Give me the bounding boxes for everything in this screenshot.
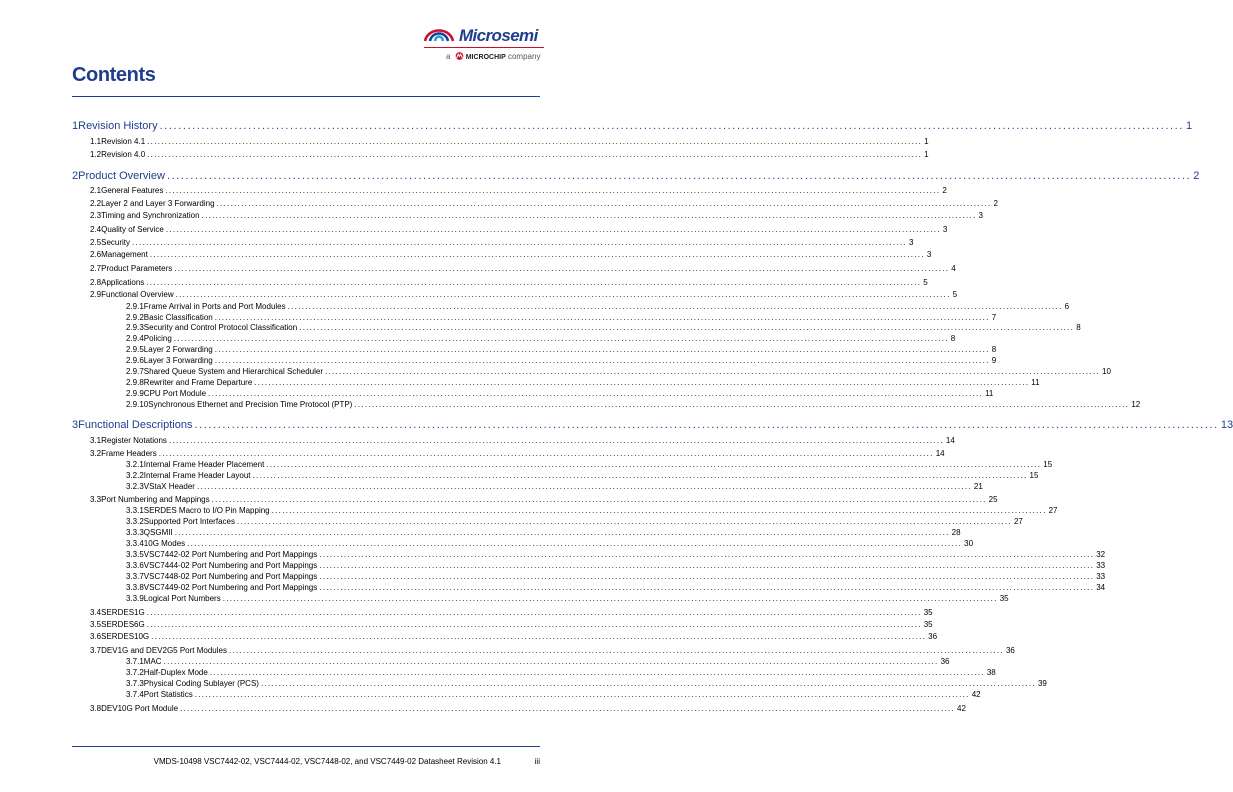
toc-entry-title[interactable]: Rewriter and Frame Departure: [143, 378, 253, 387]
toc-entry-title[interactable]: CPU Port Module: [143, 389, 207, 398]
toc-entry-page[interactable]: 13: [1220, 419, 1233, 431]
toc-entry-page[interactable]: 36: [1005, 646, 1015, 655]
toc-entry-page[interactable]: 2: [1193, 170, 1200, 182]
toc-entry-number: 2.2: [90, 199, 102, 208]
toc-entry-title[interactable]: Half-Duplex Mode: [143, 668, 208, 677]
toc-entry-number: 3.2.2: [126, 471, 144, 480]
toc-entry-number: 3.3.3: [126, 528, 144, 537]
toc-entry-title[interactable]: SERDES1G: [101, 608, 145, 617]
toc-entry-title[interactable]: Product Overview: [78, 170, 165, 182]
toc-entry-page[interactable]: 1: [1185, 120, 1193, 132]
toc-entry[interactable]: [90, 137, 929, 146]
toc-entry-title[interactable]: VSC7448-02 Port Numbering and Port Mappings: [143, 572, 318, 581]
toc-entry-number: 2.6: [90, 250, 102, 259]
toc-entry[interactable]: [126, 561, 1106, 570]
toc-entry-title[interactable]: Register Notations: [101, 436, 167, 445]
toc-entry-page[interactable]: 25: [988, 495, 998, 504]
toc-entry-number: 2.9: [90, 290, 102, 299]
toc-entry-page[interactable]: 12: [1131, 400, 1141, 409]
toc-entry[interactable]: [90, 449, 945, 458]
toc-entry[interactable]: [90, 199, 998, 208]
microsemi-logo: [420, 22, 544, 66]
toc-entry[interactable]: [90, 225, 948, 234]
toc-entry-title[interactable]: Physical Coding Sublayer (PCS): [143, 679, 259, 688]
toc-dot-leader: ............................................................................................................................................................................................................................: [252, 471, 1028, 480]
toc-entry-title[interactable]: Revision History: [78, 120, 158, 132]
toc-entry-page[interactable]: 10: [1102, 367, 1111, 376]
toc-dot-leader: ............................................................................................................................................................................................................................: [146, 608, 922, 617]
toc-dot-leader: ............................................................................................................................................................................................................................: [319, 583, 1095, 592]
toc-entry-number: 1.1: [90, 137, 102, 146]
toc-entry[interactable]: [126, 313, 997, 322]
toc-entry-number: 2.9.2: [126, 313, 144, 322]
toc-entry-page[interactable]: 8: [1076, 323, 1081, 332]
toc-entry[interactable]: [72, 120, 1193, 132]
toc-entry-title[interactable]: Shared Queue System and Hierarchical Scheduler: [143, 367, 324, 376]
toc-entry-number: 2.1: [90, 186, 102, 195]
toc-entry-page[interactable]: 21: [973, 482, 983, 491]
toc-entry[interactable]: [90, 290, 958, 299]
toc-entry-page[interactable]: 5: [952, 290, 958, 299]
toc-dot-leader: ............................................................................................................................................................................................................................: [165, 225, 941, 234]
toc-dot-leader: ............................................................................................................................................................................................................................: [236, 517, 1012, 526]
toc-entry-number: 2.9.3: [126, 323, 144, 332]
toc-entry-page[interactable]: 7: [991, 313, 997, 322]
toc-entry-number: 3.7.1: [126, 657, 144, 666]
toc-entry-title[interactable]: Internal Frame Header Placement: [143, 460, 265, 469]
toc-entry-page[interactable]: 33: [1096, 572, 1106, 581]
toc-dot-leader: ............................................................................................................................................................................................................................: [222, 594, 998, 603]
toc-dot-leader: ............................................................................................................................................................................................................................: [180, 704, 956, 713]
toc-entry-title[interactable]: Internal Frame Header Layout: [143, 471, 251, 480]
toc-dot-leader: ............................................................................................................................................................................................................................: [196, 482, 972, 491]
toc-entry[interactable]: [126, 367, 1111, 376]
toc-dot-leader: ............................................................................................................................................................................................................................: [174, 264, 950, 273]
toc-entry-title[interactable]: Security and Control Protocol Classification: [143, 323, 298, 332]
toc-entry-title[interactable]: QSGMII: [143, 528, 173, 537]
toc-dot-leader: ............................................................................................................................................................................................................................: [174, 528, 950, 537]
toc-entry[interactable]: [90, 608, 933, 617]
toc-entry[interactable]: [126, 539, 974, 548]
toc-dot-leader: ............................................................................................................................................................................................................................: [175, 290, 951, 299]
toc-entry-page[interactable]: 39: [1037, 679, 1047, 688]
toc-entry[interactable]: [126, 400, 1141, 409]
toc-entry-page[interactable]: 34: [1096, 583, 1106, 592]
toc-entry-page[interactable]: 11: [985, 389, 994, 398]
toc-entry[interactable]: [90, 436, 955, 445]
footer-doc-title: VMDS-10498 VSC7442-02, VSC7444-02, VSC7448-02, and VSC7449-02 Datasheet Revision 4.1: [153, 757, 501, 766]
toc-entry-title[interactable]: Applications: [101, 278, 145, 287]
toc-entry[interactable]: [72, 419, 1233, 431]
toc-entry-number: 3.3.8: [126, 583, 144, 592]
toc-entry[interactable]: [126, 594, 1009, 603]
toc-dot-leader: ............................................................................................................................................................................................................................: [266, 460, 1042, 469]
toc-dot-leader: ............................................................................................................................................................................................................................: [260, 679, 1036, 688]
logo-wordmark: Microsemi: [459, 26, 538, 45]
toc-entry-number: 3.7.3: [126, 679, 144, 688]
logo-tagline: [446, 52, 540, 61]
toc-dot-leader: ............................................................................................................................................................................................................................: [299, 323, 1075, 332]
footer-divider: [72, 746, 540, 747]
toc-entry-page[interactable]: 6: [1064, 302, 1070, 311]
toc-entry-title[interactable]: Revision 4.0: [101, 150, 146, 159]
toc-entry[interactable]: [126, 460, 1053, 469]
toc-entry-number: 2.9.5: [126, 345, 144, 354]
toc-dot-leader: ............................................................................................................................................................................................................................: [211, 495, 987, 504]
toc-dot-leader: ............................................................................................................................................................................................................................: [168, 436, 944, 445]
toc-entry[interactable]: [126, 356, 997, 365]
toc-entry[interactable]: [90, 186, 947, 195]
toc-dot-leader: ............................................................................................................................................................................................................................: [149, 250, 925, 259]
toc-entry-title[interactable]: VSC7444-02 Port Numbering and Port Mappings: [143, 561, 318, 570]
toc-entry-title[interactable]: Functional Descriptions: [78, 419, 193, 431]
toc-dot-leader: ............................................................................................................................................................................................................................: [146, 620, 922, 629]
toc-entry-page[interactable]: 35: [999, 594, 1009, 603]
toc-entry-page[interactable]: 2: [993, 199, 998, 208]
toc-entry-title[interactable]: Frame Arrival in Ports and Port Modules: [143, 302, 286, 311]
toc-entry-number: 2.7: [90, 264, 102, 273]
toc-entry-title[interactable]: Functional Overview: [101, 290, 174, 299]
toc-entry[interactable]: [126, 690, 981, 699]
toc-dot-leader: ............................................................................................................................................................................................................................: [214, 313, 990, 322]
toc-dot-leader: ............................................................................................................................................................................................................................: [319, 572, 1095, 581]
toc-entry-title[interactable]: Supported Port Interfaces: [143, 517, 235, 526]
toc-entry-page[interactable]: 3: [942, 225, 948, 234]
toc-entry[interactable]: [126, 657, 950, 666]
toc-entry-title[interactable]: DEV10G Port Module: [101, 704, 179, 713]
toc-entry-title[interactable]: Product Parameters: [101, 264, 173, 273]
toc-entry-page[interactable]: 27: [1048, 506, 1058, 515]
toc-entry-title[interactable]: General Features: [101, 186, 164, 195]
toc-dot-leader: ............................................................................................................................................................................................................................: [228, 646, 1004, 655]
toc-entry-title[interactable]: Port Statistics: [143, 690, 193, 699]
toc-dot-leader: ............................................................................................................................................................................................................................: [208, 389, 984, 398]
toc-entry-number: 3.3.2: [126, 517, 144, 526]
toc-entry-title[interactable]: Timing and Synchronization: [101, 211, 200, 220]
toc-entry[interactable]: [126, 471, 1039, 480]
toc-entry-page[interactable]: 36: [928, 632, 938, 641]
toc-entry-title[interactable]: Management: [101, 250, 148, 259]
toc-entry-number: 3.3.9: [126, 594, 144, 603]
toc-entry-number: 3.3.7: [126, 572, 144, 581]
toc-dot-leader: ............................................................................................................................................................................................................................: [146, 278, 922, 287]
toc-entry-number: 3.5: [90, 620, 102, 629]
toc-entry-title[interactable]: SERDES6G: [101, 620, 145, 629]
toc-dot-leader: ............................................................................................................................................................................................................................: [194, 419, 1219, 431]
toc-entry-title[interactable]: VSC7449-02 Port Numbering and Port Mappings: [143, 583, 318, 592]
toc-entry-page[interactable]: 15: [1043, 460, 1053, 469]
toc-entry-page[interactable]: 1: [924, 150, 929, 159]
toc-entry-page[interactable]: 15: [1029, 471, 1039, 480]
toc-entry-page[interactable]: 30: [964, 539, 974, 548]
logo-divider: [424, 47, 544, 48]
toc-entry-number: 3.3.6: [126, 561, 144, 570]
toc-dot-leader: ............................................................................................................................................................................................................................: [214, 345, 990, 354]
toc-entry-number: 3.2.3: [126, 482, 144, 491]
toc-entry[interactable]: [126, 302, 1070, 311]
toc-entry-title[interactable]: Logical Port Numbers: [143, 594, 221, 603]
toc-dot-leader: ............................................................................................................................................................................................................................: [147, 150, 923, 159]
toc-dot-leader: ............................................................................................................................................................................................................................: [158, 449, 934, 458]
page-title: Contents: [72, 64, 156, 86]
toc-entry-page[interactable]: 36: [940, 657, 950, 666]
toc-entry[interactable]: [90, 264, 956, 273]
toc-dot-leader: ............................................................................................................................................................................................................................: [325, 367, 1100, 376]
toc-entry-page[interactable]: 27: [1013, 517, 1023, 526]
toc-dot-leader: ............................................................................................................................................................................................................................: [187, 539, 963, 548]
toc-entry-title[interactable]: VSC7442-02 Port Numbering and Port Mappings: [143, 550, 318, 559]
toc-entry-title[interactable]: Quality of Service: [101, 225, 164, 234]
toc-entry-page[interactable]: 2: [942, 186, 947, 195]
toc-entry-page[interactable]: 8: [950, 334, 956, 343]
toc-entry-number: 3.6: [90, 632, 102, 641]
toc-entry-number: 3.7.2: [126, 668, 144, 677]
toc-entry-number: 3.2: [90, 449, 102, 458]
toc-entry[interactable]: [126, 583, 1106, 592]
toc-entry[interactable]: [126, 528, 961, 537]
toc-dot-leader: ............................................................................................................................................................................................................................: [194, 690, 970, 699]
toc-entry-title[interactable]: Security: [101, 238, 131, 247]
toc-entry[interactable]: [126, 506, 1058, 515]
toc-entry[interactable]: [126, 668, 996, 677]
toc-entry-title[interactable]: Policing: [143, 334, 172, 343]
toc-entry-number: 2.9.6: [126, 356, 144, 365]
toc-entry-page[interactable]: 5: [923, 278, 928, 287]
microchip-logo-icon: [455, 52, 464, 60]
toc-dot-leader: ............................................................................................................................................................................................................................: [254, 378, 1030, 387]
toc-entry-page[interactable]: 14: [945, 436, 955, 445]
toc-dot-leader: ............................................................................................................................................................................................................................: [201, 211, 977, 220]
toc-entry-title[interactable]: Port Numbering and Mappings: [101, 495, 210, 504]
toc-entry-page[interactable]: 4: [951, 264, 956, 273]
toc-entry[interactable]: [126, 378, 1040, 387]
toc-entry-page[interactable]: 28: [951, 528, 961, 537]
toc-entry-number: 3.3: [90, 495, 102, 504]
toc-entry-title[interactable]: SERDES Macro to I/O Pin Mapping: [143, 506, 270, 515]
toc-entry-number: 3: [72, 419, 79, 431]
toc-entry-number: 3.7.4: [126, 690, 144, 699]
title-divider: [72, 96, 540, 97]
toc-entry[interactable]: [126, 550, 1106, 559]
toc-entry[interactable]: [126, 323, 1081, 332]
toc-entry-number: 2.9.1: [126, 302, 144, 311]
toc-entry-number: 3.3.1: [126, 506, 144, 515]
toc-entry[interactable]: [126, 345, 997, 354]
toc-entry-page[interactable]: 42: [957, 704, 966, 713]
toc-entry-number: 1.2: [90, 150, 102, 159]
toc-entry-number: 3.2.1: [126, 460, 144, 469]
toc-entry-page[interactable]: 3: [909, 238, 914, 247]
toc-entry-title[interactable]: Layer 2 Forwarding: [143, 345, 213, 354]
toc-entry[interactable]: [90, 620, 933, 629]
toc-entry-number: 2.9.7: [126, 367, 144, 376]
toc-dot-leader: ............................................................................................................................................................................................................................: [271, 506, 1047, 515]
toc-entry-title[interactable]: Basic Classification: [143, 313, 213, 322]
toc-entry-number: 2.9.4: [126, 334, 144, 343]
toc-dot-leader: ............................................................................................................................................................................................................................: [209, 668, 985, 677]
toc-dot-leader: ............................................................................................................................................................................................................................: [159, 120, 1184, 132]
toc-entry-number: 3.3.5: [126, 550, 144, 559]
toc-dot-leader: ............................................................................................................................................................................................................................: [147, 137, 923, 146]
toc-entry-title[interactable]: SERDES10G: [101, 632, 150, 641]
toc-entry[interactable]: [126, 572, 1106, 581]
toc-entry-number: 3.1: [90, 436, 102, 445]
toc-entry-title[interactable]: Frame Headers: [101, 449, 157, 458]
toc-entry[interactable]: [90, 250, 932, 259]
toc-entry-title[interactable]: DEV1G and DEV2G5 Port Modules: [101, 646, 227, 655]
toc-dot-leader: ............................................................................................................................................................................................................................: [165, 186, 941, 195]
toc-entry-number: 1: [72, 120, 79, 132]
toc-entry-page[interactable]: 38: [986, 668, 996, 677]
toc-dot-leader: ............................................................................................................................................................................................................................: [287, 302, 1063, 311]
toc-entry[interactable]: [90, 278, 928, 287]
toc-entry-number: 3.7: [90, 646, 102, 655]
toc-dot-leader: ............................................................................................................................................................................................................................: [319, 561, 1095, 570]
toc-entry-number: 2.9.10: [126, 400, 149, 409]
toc-entry[interactable]: [90, 238, 914, 247]
toc-entry-page[interactable]: 35: [923, 620, 933, 629]
toc-entry-title[interactable]: MAC: [143, 657, 162, 666]
toc-entry-number: 2.4: [90, 225, 102, 234]
toc-dot-leader: ............................................................................................................................................................................................................................: [132, 238, 908, 247]
tagline-prefix: a: [446, 52, 451, 61]
toc-entry-page[interactable]: 8: [991, 345, 997, 354]
toc-entry-title[interactable]: 10G Modes: [143, 539, 186, 548]
toc-entry[interactable]: [90, 646, 1015, 655]
toc-dot-leader: ............................................................................................................................................................................................................................: [354, 400, 1130, 409]
toc-entry-title[interactable]: Revision 4.1: [101, 137, 146, 146]
toc-entry[interactable]: [126, 482, 983, 491]
toc-entry-title[interactable]: Layer 2 and Layer 3 Forwarding: [101, 199, 215, 208]
toc-entry[interactable]: [126, 679, 1047, 688]
toc-dot-leader: ............................................................................................................................................................................................................................: [319, 550, 1095, 559]
toc-entry-title[interactable]: Synchronous Ethernet and Precision Time Protocol (PTP): [148, 400, 353, 409]
toc-entry-page[interactable]: 32: [1096, 550, 1106, 559]
toc-entry-page[interactable]: 1: [924, 137, 929, 146]
toc-dot-leader: ............................................................................................................................................................................................................................: [216, 199, 992, 208]
microsemi-logo-mark-icon: [422, 24, 456, 44]
toc-entry-page[interactable]: 3: [978, 211, 983, 220]
toc-entry-number: 3.8: [90, 704, 102, 713]
toc-entry[interactable]: [126, 389, 994, 398]
toc-entry-title[interactable]: VStaX Header: [143, 482, 195, 491]
toc-entry-page[interactable]: 9: [991, 356, 997, 365]
toc-dot-leader: ............................................................................................................................................................................................................................: [151, 632, 927, 641]
tagline-suffix: company: [507, 52, 541, 61]
toc-dot-leader: ............................................................................................................................................................................................................................: [214, 356, 990, 365]
toc-entry-number: 3.4: [90, 608, 102, 617]
toc-entry-number: 2.9.8: [126, 378, 144, 387]
toc-entry-number: 3.3.4: [126, 539, 144, 548]
toc-entry-page[interactable]: 35: [923, 608, 933, 617]
toc-entry[interactable]: [90, 495, 998, 504]
toc-entry[interactable]: [90, 211, 983, 220]
toc-dot-leader: ............................................................................................................................................................................................................................: [173, 334, 949, 343]
toc-entry-number: 2.9.9: [126, 389, 144, 398]
footer-page-number: iii: [534, 757, 540, 766]
toc-entry[interactable]: [90, 632, 938, 641]
toc-entry-number: 2.5: [90, 238, 102, 247]
toc-entry-number: 2.3: [90, 211, 102, 220]
toc-entry-page[interactable]: 14: [935, 449, 945, 458]
toc-entry-page[interactable]: 33: [1096, 561, 1106, 570]
toc-entry[interactable]: [90, 704, 966, 713]
toc-entry-page[interactable]: 11: [1031, 378, 1040, 387]
toc-entry[interactable]: [126, 517, 1023, 526]
toc-entry-page[interactable]: 3: [926, 250, 932, 259]
toc-entry[interactable]: [72, 170, 1200, 182]
toc-dot-leader: ............................................................................................................................................................................................................................: [166, 170, 1192, 182]
toc-entry[interactable]: [90, 150, 929, 159]
toc-entry-number: 2.8: [90, 278, 102, 287]
tagline-brand: MICROCHIP: [465, 54, 506, 61]
toc-dot-leader: ............................................................................................................................................................................................................................: [163, 657, 939, 666]
toc-entry-page[interactable]: 42: [971, 690, 981, 699]
toc-entry-number: 2: [72, 170, 79, 182]
toc-entry-title[interactable]: Layer 3 Forwarding: [143, 356, 213, 365]
toc-entry[interactable]: [126, 334, 956, 343]
